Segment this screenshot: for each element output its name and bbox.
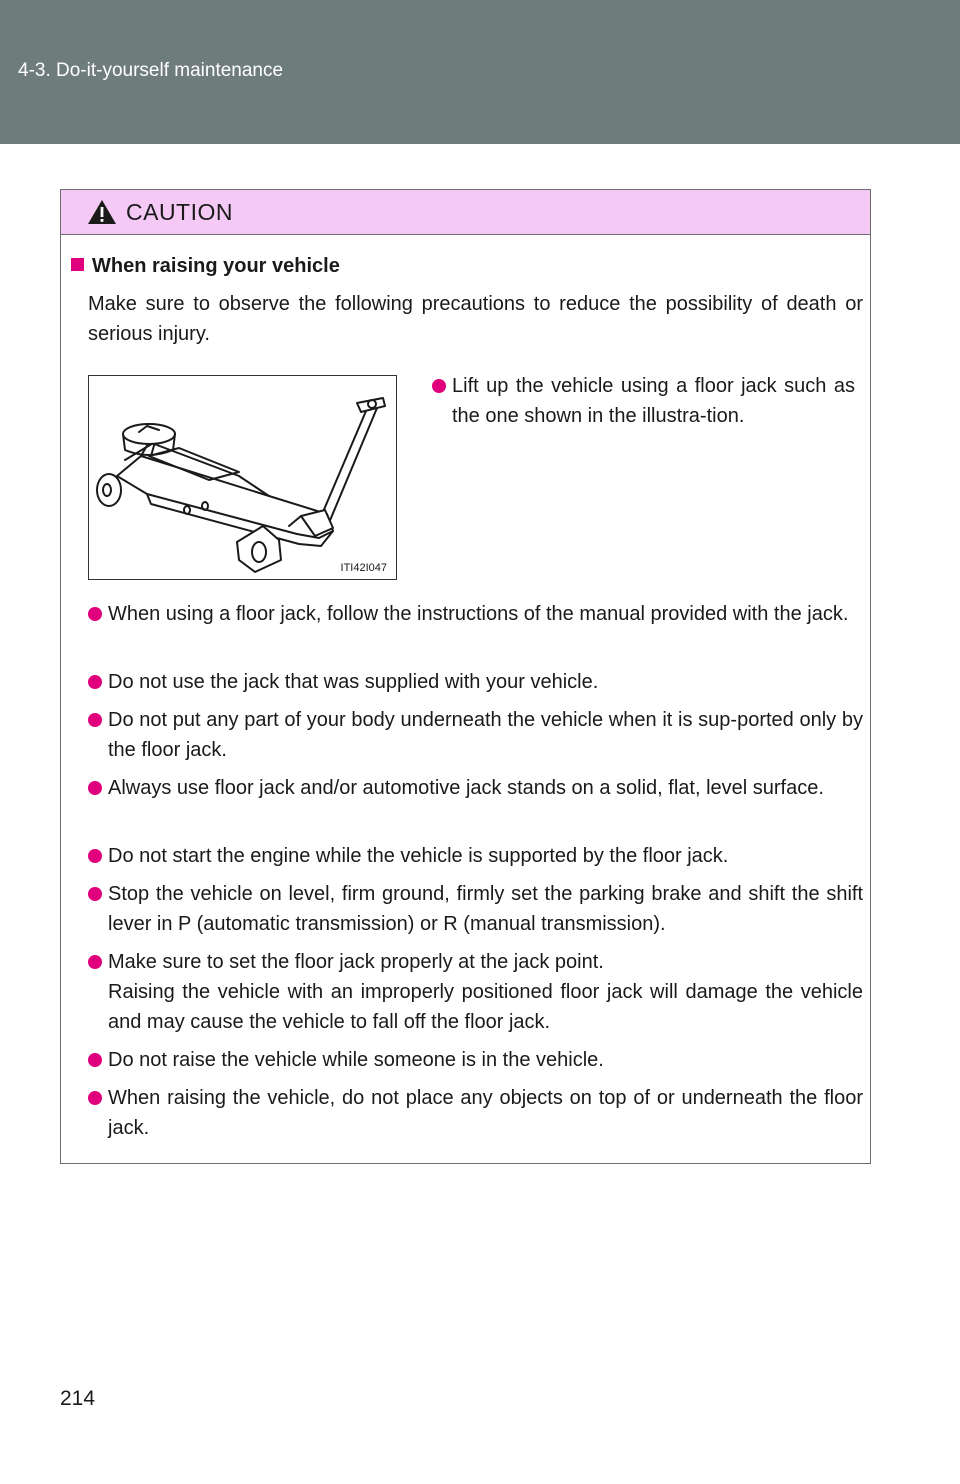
caution-label: CAUTION bbox=[126, 199, 233, 225]
intro-paragraph: Make sure to observe the following precautions to reduce the possibility of death or serious injury. bbox=[88, 293, 863, 345]
heading-text: When raising your vehicle bbox=[92, 255, 340, 277]
bullet-dot-icon bbox=[88, 887, 102, 901]
header-bar bbox=[0, 0, 960, 144]
list-item: When using a floor jack, follow the instructions of the manual provided with the jack. bbox=[88, 599, 863, 629]
list-item: Always use floor jack and/or automotive jack stands on a solid, flat, level surface. bbox=[88, 773, 863, 803]
continuation-text: Raising the vehicle with an improperly positioned floor jack will damage the vehicle and may cause the vehicle to fall off the floor jack. bbox=[108, 981, 863, 1033]
caution-box bbox=[60, 189, 871, 1164]
floor-jack-drawing bbox=[89, 376, 398, 581]
bullet-dot-icon bbox=[88, 1053, 102, 1067]
section-title: 4-3. Do-it-yourself maintenance bbox=[18, 60, 284, 81]
bullet-dot-icon bbox=[88, 607, 102, 621]
bullet-dot-icon bbox=[88, 955, 102, 969]
bullet-dot-icon bbox=[88, 849, 102, 863]
list-item: Make sure to set the floor jack properly at the jack point. Raising the vehicle with an improperly positioned floor jack will damage the vehicle and may cause the vehicle to fall off the floor jack. bbox=[88, 947, 863, 1037]
list-item: Do not start the engine while the vehicle is supported by the floor jack. bbox=[88, 841, 863, 871]
caution-header bbox=[61, 190, 870, 235]
floor-jack-illustration bbox=[88, 375, 397, 580]
list-item: Do not use the jack that was supplied with your vehicle. bbox=[88, 667, 863, 697]
bullet-dot-icon bbox=[88, 713, 102, 727]
page-number: 214 bbox=[60, 1387, 96, 1410]
list-item: Do not put any part of your body underneath the vehicle when it is sup-ported only by the floor jack. bbox=[88, 705, 863, 765]
list-item: Lift up the vehicle using a floor jack such as the one shown in the illustra-tion. bbox=[432, 371, 855, 431]
warning-triangle-icon bbox=[87, 199, 117, 225]
list-item: When raising the vehicle, do not place any objects on top of or underneath the floor jack. bbox=[88, 1083, 863, 1143]
bullet-dot-icon bbox=[88, 781, 102, 795]
bullet-dot-icon bbox=[88, 1091, 102, 1105]
list-item: Do not raise the vehicle while someone is in the vehicle. bbox=[88, 1045, 863, 1075]
section-heading bbox=[71, 255, 340, 278]
square-bullet-icon bbox=[71, 258, 84, 271]
bullet-dot-icon bbox=[432, 379, 446, 393]
bullet-dot-icon bbox=[88, 675, 102, 689]
list-item: Stop the vehicle on level, firm ground, firmly set the parking brake and shift the shift lever in P (automatic transmission) or R (manual transmission). bbox=[88, 879, 863, 939]
figure-code: ITI42I047 bbox=[340, 562, 387, 574]
